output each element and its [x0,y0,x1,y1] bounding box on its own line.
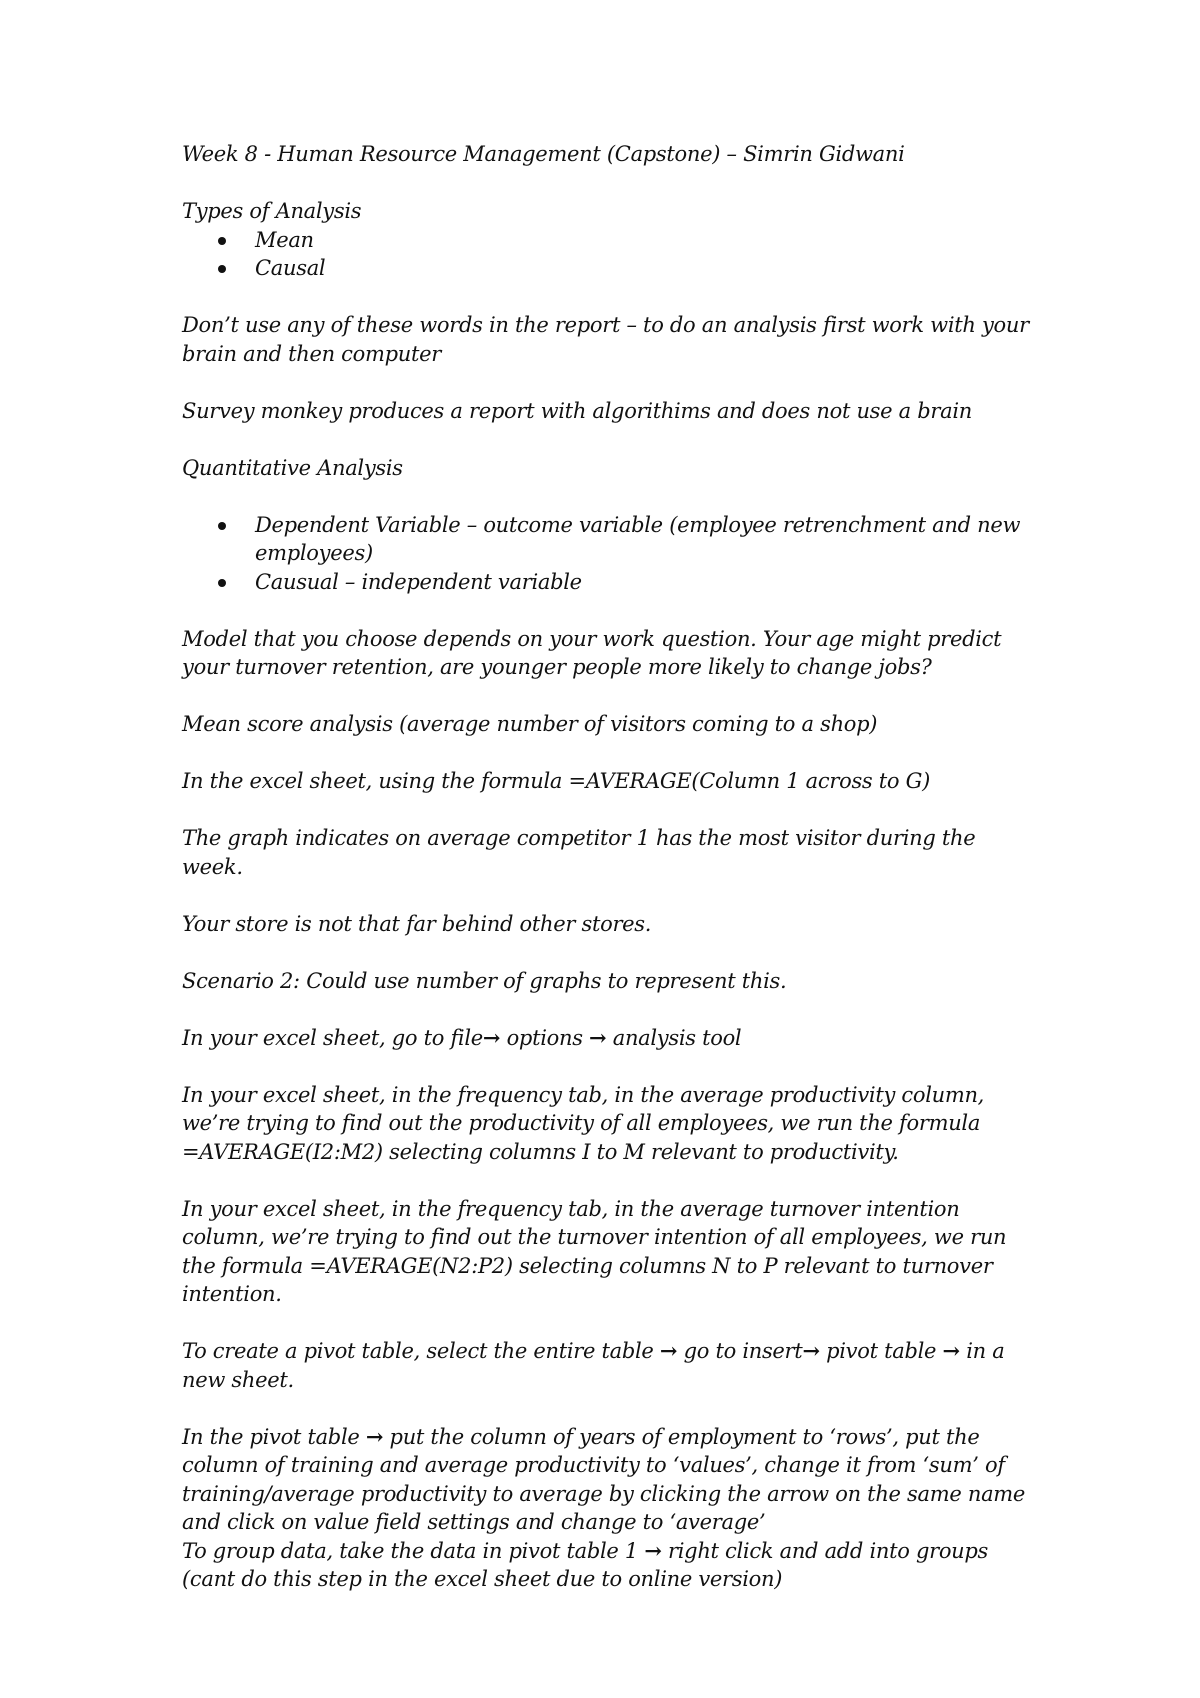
paragraph-group [182,1537,1042,1594]
right-arrow-icon: → [659,1338,678,1363]
paragraph-productivity: In your excel sheet, in the frequency tab, in the average productivity column, we’re trying to find out the productivity of all employees, we run the formula =AVERAGE(I2:M2) selecting columns I to M relevant to productivity. [182,1082,985,1164]
bullet-icon [218,265,226,273]
text-segment: In the pivot table [182,1424,366,1449]
paragraph-graph: The graph indicates on average competitor 1 has the most visitor during the week. [182,826,976,879]
list-item [182,226,1042,255]
quant-list [182,511,1042,597]
text-segment: put the column of years of employment to ‘rows’, put the column of training and average productivity to ‘values’, change it from ‘sum’ of training/average productivity to average by clicking the arrow on the same name and click on value field settings and change to ‘average’ [182,1424,1026,1534]
text-segment: options [500,1025,590,1050]
text-segment: In your excel sheet, go to file [182,1025,483,1050]
right-arrow-icon: → [365,1423,384,1449]
document-body [182,140,1042,1622]
list-item [182,568,1042,597]
paragraph-survey: Survey monkey produces a report with algorithims and does not use a brain [182,398,972,423]
right-arrow-icon: → [644,1537,662,1563]
paragraph-pivot-rows [182,1423,1042,1537]
paragraph-options [182,1024,1042,1053]
text-segment: in a new sheet. [182,1339,1005,1392]
right-arrow-icon: → [589,1024,607,1050]
quant-heading: Quantitative Analysis [182,455,403,480]
types-list [182,226,1042,283]
right-arrow-icon: → [802,1338,820,1363]
list-item-text: Causal [255,256,326,280]
paragraph-excel-formula: In the excel sheet, using the formula =AVERAGE(Column 1 across to G) [182,769,930,793]
list-item-text: Mean [255,227,314,252]
bullet-icon [218,237,226,245]
right-arrow-icon: → [482,1024,501,1050]
list-item [182,511,1042,568]
list-item-text: Causual – independent variable [255,569,582,594]
bullet-icon [218,579,226,587]
paragraph-turnover: In your excel sheet, in the frequency tab, in the average turnover intention column, we’re trying to find out the turnover intention of all employees, we run the formula =AVERAGE(N2:P2) selecting columns N to P relevant to turnover intention. [182,1196,1007,1306]
paragraph-mean-score: Mean score analysis (average number of visitors coming to a shop) [182,712,878,736]
types-heading: Types of Analysis [182,199,362,223]
right-arrow-icon: → [942,1338,960,1363]
paragraph-dont-use: Don’t use any of these words in the report – to do an analysis first work with your brain and then computer [182,313,1029,366]
paragraph-pivot-create [182,1337,1042,1394]
list-item-text: Dependent Variable – outcome variable (employee retrenchment and new employees) [255,512,1021,565]
paragraph-scenario: Scenario 2: Could use number of graphs to represent this. [182,968,787,993]
text-segment: right click and add into groups (cant do this step in the excel sheet due to online version) [182,1538,989,1591]
text-segment: To group data, take the data in pivot table 1 [182,1538,645,1563]
text-segment: analysis tool [606,1025,742,1050]
paragraph-model: Model that you choose depends on your work question. Your age might predict your turnover retention, are younger people more likely to change jobs? [182,626,1002,679]
document-title: Week 8 - Human Resource Management (Capstone) – Simrin Gidwani [182,142,905,166]
text-segment: pivot table [819,1339,943,1363]
list-item [182,254,1042,283]
text-segment: To create a pivot table, select the entire table [182,1339,660,1363]
text-segment: go to insert [677,1339,803,1363]
paragraph-store: Your store is not that far behind other stores. [182,911,652,936]
bullet-icon [218,522,226,530]
